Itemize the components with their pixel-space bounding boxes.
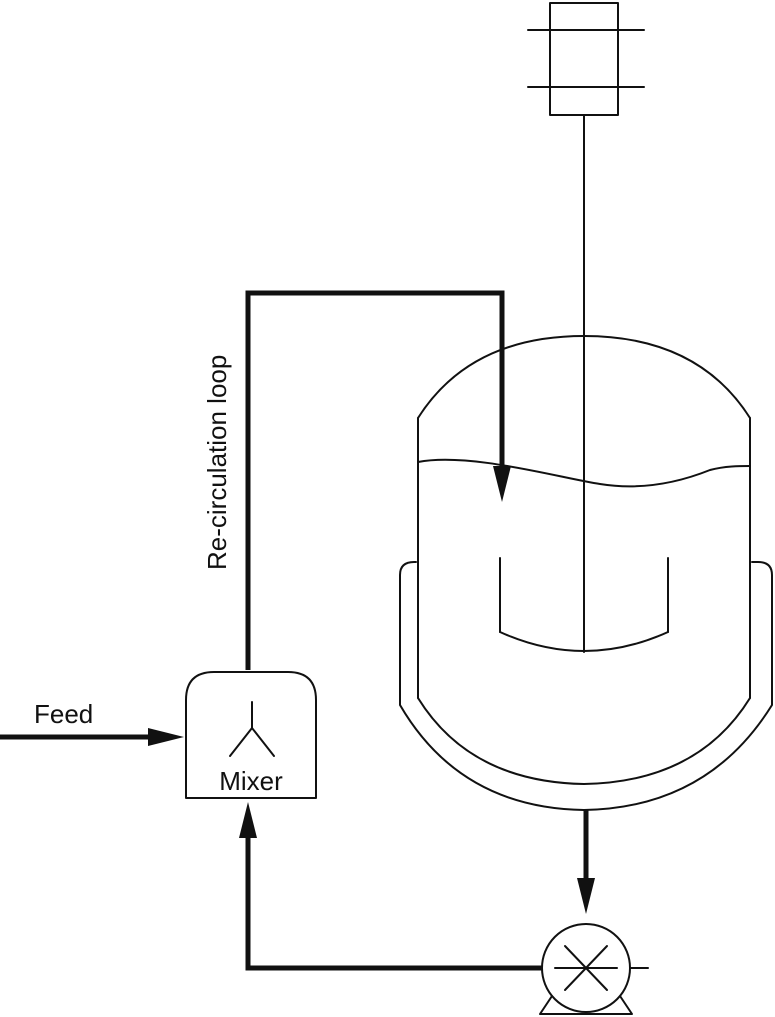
outlet-arrow-icon [577, 878, 595, 914]
recirculation-arrow-icon [493, 466, 511, 502]
recirculation-label: Re-circulation loop [202, 354, 232, 570]
mixer-label: Mixer [219, 766, 283, 796]
feed-label: Feed [34, 699, 94, 729]
pump [540, 924, 648, 1014]
mixer-symbol-left [230, 728, 252, 756]
vessel-bottom-head [418, 698, 750, 784]
mixer [186, 672, 316, 798]
agitator-motor [528, 3, 644, 115]
pump-return-line [248, 836, 542, 968]
reactor-jacket [400, 562, 772, 810]
feed-arrow-icon [148, 728, 184, 746]
recirculation-line [248, 293, 502, 670]
motor-body [550, 3, 618, 115]
return-arrow-icon [239, 802, 257, 838]
mixer-symbol-right [252, 728, 274, 756]
